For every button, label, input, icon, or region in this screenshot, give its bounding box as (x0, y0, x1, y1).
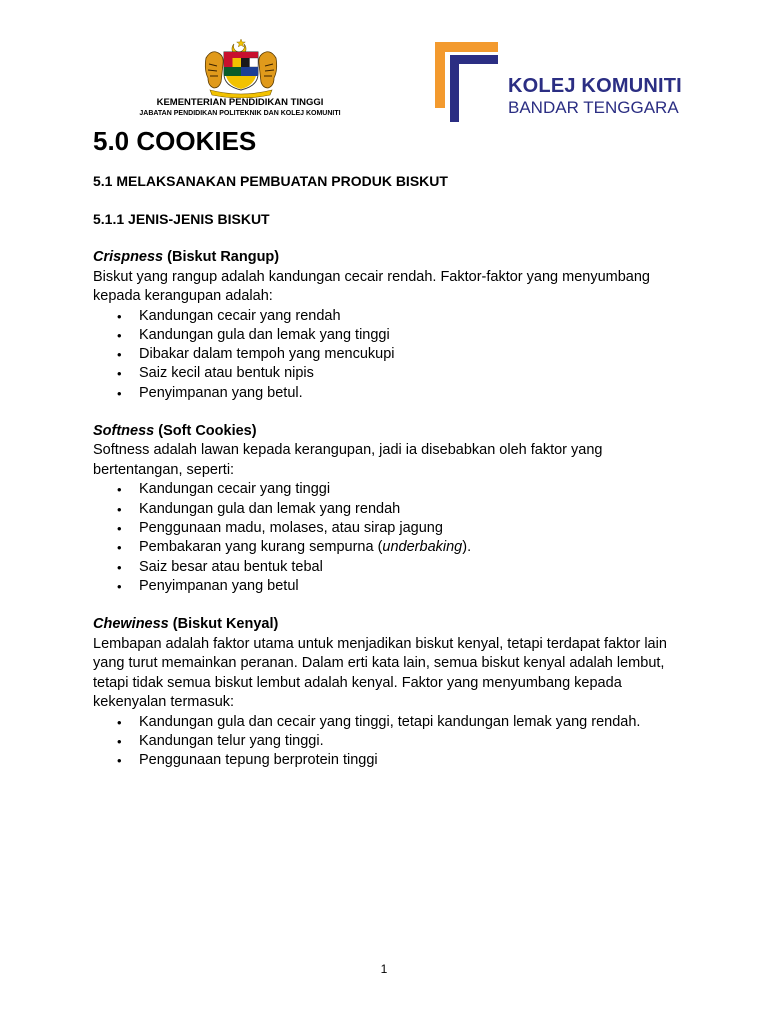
list-item: • Penggunaan tepung berprotein tinggi (139, 751, 693, 770)
chewiness-heading (93, 615, 693, 635)
subsection-heading: 5.1.1 JENIS-JENIS BISKUT (93, 211, 270, 227)
softness-factor-list (93, 480, 693, 596)
page-title: 5.0 COOKIES (93, 126, 257, 156)
chewiness-label: (Biskut Kenyal) (168, 616, 279, 633)
college-location: BANDAR TENGGARA (508, 98, 679, 117)
softness-term: Softness (93, 422, 155, 439)
chewiness-term: Chewiness (93, 616, 169, 633)
document-body (93, 124, 693, 771)
chewiness-factor-list (93, 713, 693, 771)
crispness-factor-list (93, 307, 693, 403)
page-number: 1 (380, 962, 388, 976)
college-logo (432, 42, 682, 124)
list-item: • Kandungan gula dan cecair yang tinggi, tetapi kandungan lemak yang rendah. (139, 713, 693, 732)
softness-heading (93, 422, 693, 442)
ministry-name: KEMENTERIAN PENDIDIKAN TINGGI (156, 97, 324, 108)
list-item: • Penyimpanan yang betul (139, 577, 693, 596)
underbaking-text: Pembakaran yang kurang sempurna ( (139, 539, 383, 556)
section-heading: 5.1 MELAKSANAKAN PEMBUATAN PRODUK BISKUT (93, 173, 448, 189)
crispness-paragraph: Biskut yang rangup adalah kandungan cecair rendah. Faktor-faktor yang menyumbang kepada kerangupan adalah: (93, 268, 650, 304)
underbaking-term: underbaking (382, 539, 463, 556)
crispness-heading (93, 248, 693, 268)
list-item: • Kandungan gula dan lemak yang rendah (139, 500, 693, 519)
list-item: • Kandungan telur yang tinggi. (139, 732, 693, 751)
list-item: • Saiz kecil atau bentuk nipis (139, 364, 693, 383)
list-item: • Penyimpanan yang betul. (139, 384, 693, 403)
ministry-heading (90, 98, 390, 117)
list-item: • Penggunaan madu, molases, atau sirap jagung (139, 519, 693, 538)
softness-paragraph: Softness adalah lawan kepada kerangupan, jadi ia disebabkan oleh faktor yang bertentangan, seperti: (93, 442, 603, 478)
list-item: • Kandungan cecair yang tinggi (139, 480, 693, 499)
crispness-label: (Biskut Rangup) (163, 249, 280, 265)
list-item: • Kandungan gula dan lemak yang tinggi (139, 326, 693, 345)
underbaking-tail: ). (462, 539, 472, 556)
list-item (139, 538, 693, 557)
coat-of-arms-icon (200, 38, 282, 98)
college-name: KOLEJ KOMUNITI (508, 75, 682, 97)
list-item: • Kandungan cecair yang rendah (139, 307, 693, 326)
list-item: • Saiz besar atau bentuk tebal (139, 558, 693, 577)
softness-label: (Soft Cookies) (154, 422, 257, 439)
crispness-term: Crispness (93, 249, 164, 265)
list-item: • Dibakar dalam tempoh yang mencukupi (139, 345, 693, 364)
chewiness-paragraph: Lembapan adalah faktor utama untuk menjadikan biskut kenyal, tetapi terdapat faktor lain yang turut memainkan peranan. Dalam erti kata lain, semua biskut kenyal adalah lembut, tetapi tidak semua biskut lembut adalah kenyal. Faktor yang menyumbang kepada kekenyalan termasuk: (93, 635, 667, 711)
department-name: JABATAN PENDIDIKAN POLITEKNIK DAN KOLEJ KOMUNITI (139, 109, 341, 117)
college-logo-icon (432, 42, 498, 122)
